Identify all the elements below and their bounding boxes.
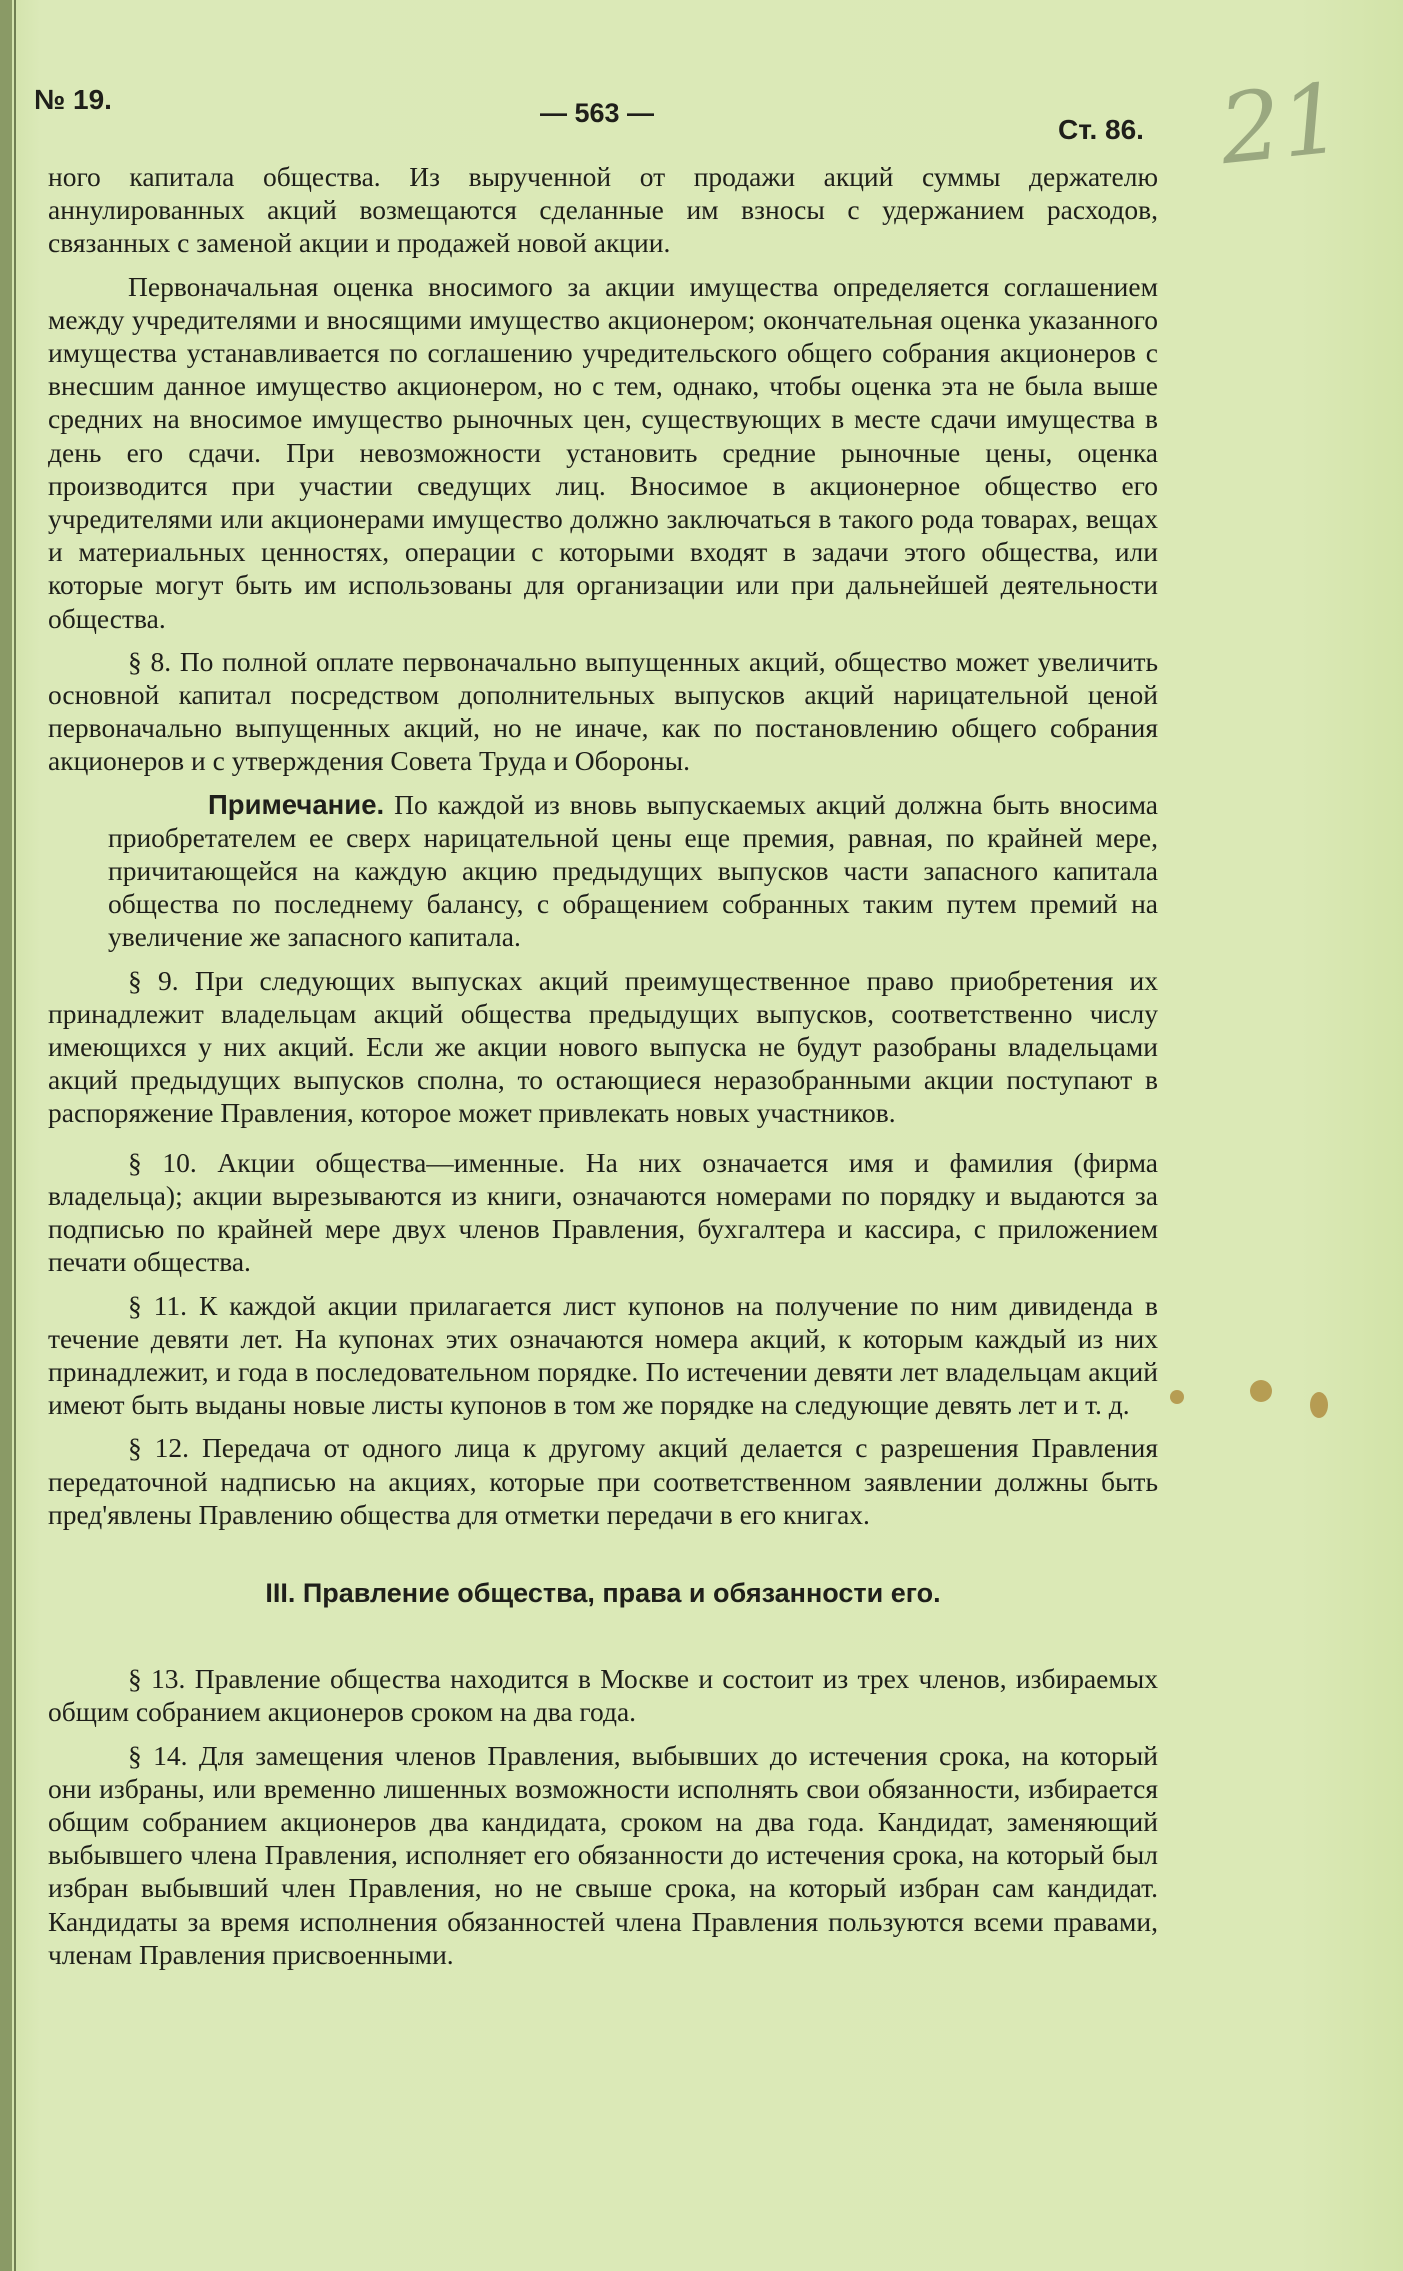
issue-number: № 19.: [34, 84, 112, 115]
paragraph-continuation: ного капитала общества. Из вырученной от продажи акций суммы держателю аннулированных акций возмещаются сделанные им взносы с удержанием расходов, связанных с заменой акции и продажей новой акции.: [48, 161, 1158, 259]
ink-stain: [1170, 1390, 1184, 1404]
section-14: § 14. Для замещения членов Правления, выбывших до истечения срока, на который они избраны, или временно лишенных возможности исполнять свои обязанности, избирается общим собранием акционеров два кандидата, сроком на два года. Кандидат, заменяющий выбывшего члена Правления, исполняет его обязанности до истечения срока, на который был избран выбывший член Правления, но не свыше срока, на который избран сам кандидат. Кандидаты за время исполнения обязанностей члена Правления пользуются всеми правами, членам Правления присвоенными.: [48, 1739, 1158, 1970]
binding-line: [14, 0, 16, 2271]
section-13: § 13. Правление общества находится в Москве и состоит из трех членов, избираемых общим собранием акционеров сроком на два года.: [48, 1663, 1158, 1728]
handwritten-number: 21: [1214, 61, 1348, 187]
document-body: [48, 160, 1158, 1971]
page-number: — 563 —: [540, 98, 655, 128]
binding-edge: [0, 0, 12, 2271]
section-10: § 10. Акции общества—именные. На них означается имя и фамилия (фирма владельца); акции вырезываются из книги, означаются номерами по порядку и выдаются за подписью по крайней мере двух членов Правления, бухгалтера и кассира, с приложением печати общества.: [48, 1146, 1158, 1278]
ink-stain: [1310, 1392, 1328, 1418]
section-title: III. Правление общества, права и обязанности его.: [265, 1577, 941, 1608]
note-label: Примечание.: [208, 788, 385, 820]
section-11: § 11. К каждой акции прилагается лист купонов на получение по ним дивиденда в течение девяти лет. На купонах этих означаются номера акций, к которым каждый из них принадлежит, и года в последовательном порядке. По истечении девяти лет владельцам акций имеют быть выданы новые листы купонов в том же порядке на следующие девять лет и т. д.: [48, 1289, 1158, 1421]
paragraph-valuation: Первоначальная оценка вносимого за акции имущества определяется соглашением между учредителями и вносящими имущество акционером; окончательная оценка указанного имущества устанавливается по соглашению учредительского общего собрания акционеров с внесшим данное имущество акционером, но с тем, однако, чтобы оценка эта не была выше средних на вносимое имущество рыночных цен, существующих в месте сдачи имущества в день его сдачи. При невозможности установить средние рыночные цены, оценка производится при участии сведущих лиц. Вносимое в акционерное общество его учредителями или акционерами имущество должно заключаться в такого рода товарах, вещах и материальных ценностях, операции с которыми входят в задачи этого общества, или которые могут быть им использованы для организации или при дальнейшей деятельности общества.: [48, 270, 1158, 634]
article-number: Ст. 86.: [1058, 114, 1144, 145]
note-paragraph: [48, 788, 1158, 954]
ink-stain: [1250, 1380, 1272, 1402]
note-text: По каждой из вновь выпускаемых акций должна быть вносима приобретателем ее сверх нарицательной цены еще премия, равная, по крайней мере, причитающейся на каждую акцию предыдущих выпусков части запасного капитала общества по последнему балансу, с обращением собранных таким путем премий на увеличение же запасного капитала.: [108, 788, 1158, 953]
section-9: § 9. При следующих выпусках акций преимущественное право приобретения их принадлежит владельцам акций общества предыдущих выпусков, соответственно числу имеющихся у них акций. Если же акции нового выпуска не будут разобраны владельцами акций предыдущих выпусков сполна, то остающиеся неразобранными акции поступают в распоряжение Правления, которое может привлекать новых участников.: [48, 964, 1158, 1129]
section-12: § 12. Передача от одного лица к другому акций делается с разрешения Правления передаточной надписью на акциях, которые при соответственном заявлении должны быть пред'явлены Правлению общества для отметки передачи в его книгах.: [48, 1432, 1158, 1530]
section-8: § 8. По полной оплате первоначально выпущенных акций, общество может увеличить основной капитал посредством дополнительных выпусков акций нарицательной ценой первоначально выпущенных акций, но не иначе, как по постановлению общего собрания акционеров и с утверждения Совета Труда и Обороны.: [48, 645, 1158, 777]
